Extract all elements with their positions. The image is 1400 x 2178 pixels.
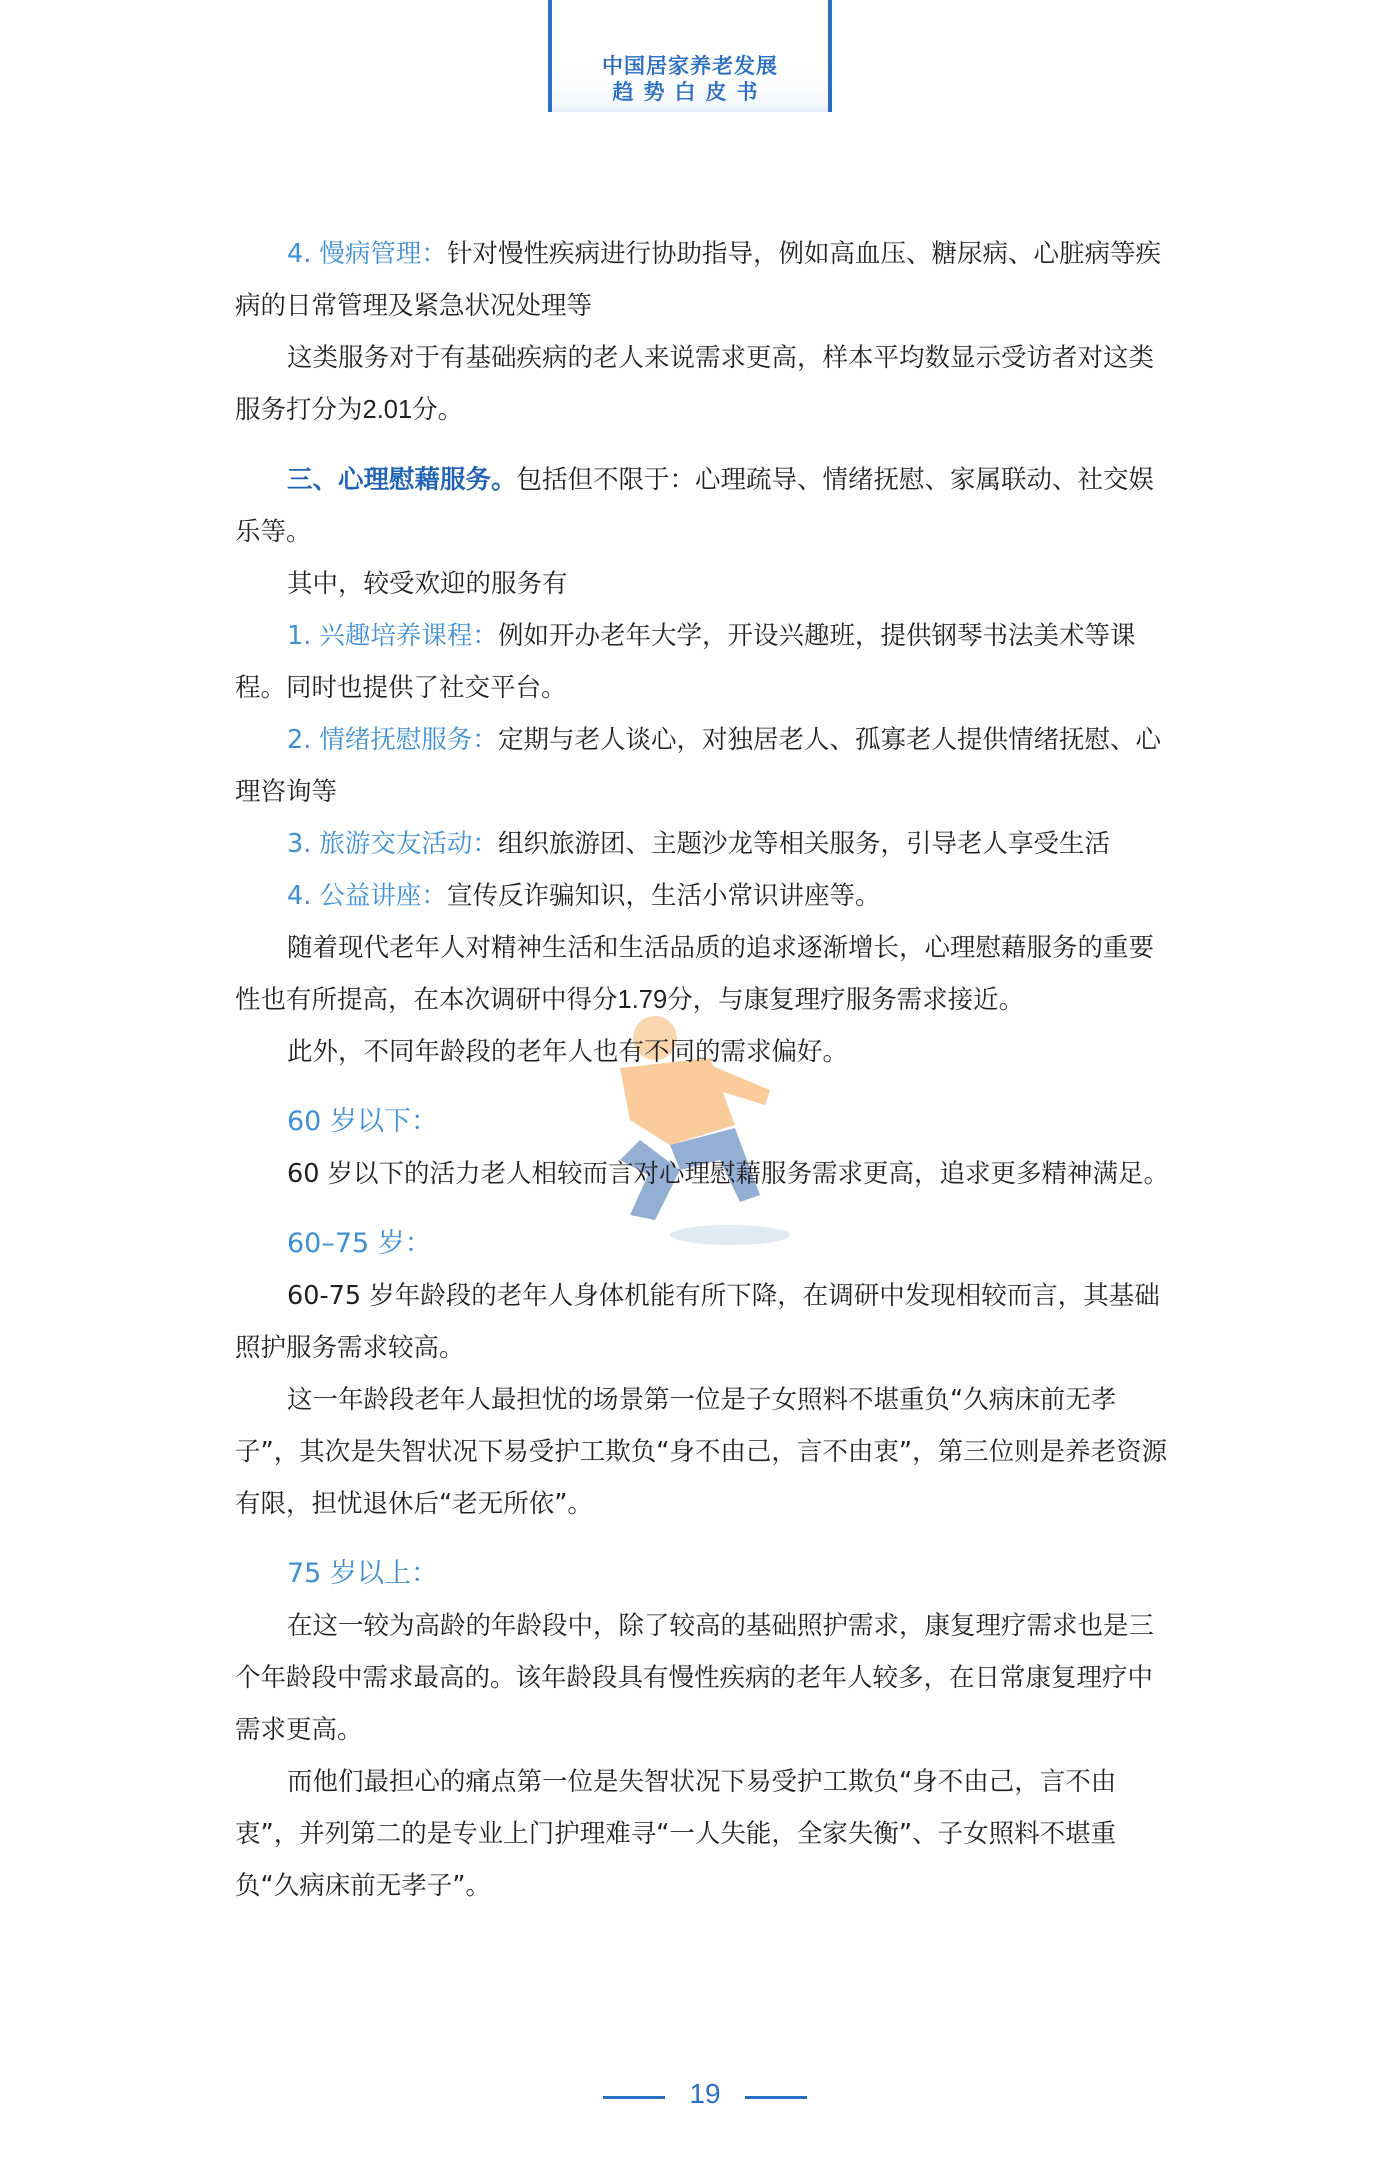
score-value: 1.79	[617, 986, 668, 1014]
page-footer	[0, 2076, 1400, 2116]
header-tab	[548, 0, 832, 112]
list-item	[235, 818, 1175, 870]
item-label: 4. 公益讲座：	[287, 881, 447, 911]
section-psychological	[235, 454, 1175, 558]
paragraph-age-intro: 此外，不同年龄段的老年人也有不同的需求偏好。	[287, 1037, 849, 1067]
item-label: 1. 兴趣培养课程：	[287, 621, 498, 651]
item-label: 2. 情绪抚慰服务：	[287, 725, 498, 755]
paragraph-popular-intro: 其中，较受欢迎的服务有	[287, 569, 568, 599]
score-value: 2.01	[362, 396, 413, 424]
list-item	[235, 870, 1175, 922]
page-number: 19	[689, 2078, 721, 2109]
paragraph-text: 分。	[412, 395, 464, 425]
item-text: 例如开办老年大学，开设兴趣班，提供钢琴书法美术等课程。同时也提供了社交平台。	[235, 621, 1136, 703]
footer-divider-left	[603, 2096, 665, 2099]
age-group-text-over-75-worries: 而他们最担心的痛点第一位是失智状况下易受护工欺负“身不由己，言不由衷”，并列第二的是专业上门护理难寻“一人失能，全家失衡”、子女照料不堪重负“久病床前无孝子”。	[235, 1767, 1117, 1901]
age-group-text-60-75-worries: 这一年龄段老年人最担忧的场景第一位是子女照料不堪重负“久病床前无孝子”，其次是失智状况下易受护工欺负“身不由己，言不由衷”，第三位则是养老资源有限，担忧退休后“老无所依”。	[235, 1385, 1168, 1519]
item-text: 宣传反诈骗知识，生活小常识讲座等。	[446, 881, 881, 911]
paragraph-chronic-score	[235, 332, 1175, 436]
section-heading: 三、心理慰藉服务。	[287, 465, 517, 495]
paragraph-text: 这类服务对于有基础疾病的老人来说需求更高，样本平均数显示受访者对这类服务打分为	[235, 343, 1155, 425]
age-group-heading-60-75: 60–75 岁：	[287, 1228, 432, 1259]
age-group-heading-over-75: 75 岁以上：	[287, 1558, 438, 1589]
list-item	[235, 610, 1175, 714]
section-text: 包括但不限于：心理疏导、情绪抚慰、家属联动、社交娱乐等。	[235, 465, 1155, 547]
age-group-heading-under-60: 60 岁以下：	[287, 1106, 438, 1137]
list-item	[235, 714, 1175, 818]
age-group-text-60-75: 60-75 岁年龄段的老年人身体机能有所下降，在调研中发现相较而言，其基础照护服务需求较高。	[235, 1281, 1160, 1363]
item-label: 4. 慢病管理：	[287, 239, 447, 269]
main-content	[235, 228, 1175, 1912]
item-label: 3. 旅游交友活动：	[287, 829, 498, 859]
item-text: 针对慢性疾病进行协助指导，例如高血压、糖尿病、心脏病等疾病的日常管理及紧急状况处理等	[235, 239, 1161, 321]
footer-divider-right	[745, 2096, 807, 2099]
paragraph-psych-score	[235, 922, 1175, 1026]
paragraph-text: 随着现代老年人对精神生活和生活品质的追求逐渐增长，心理慰藉服务的重要性也有所提高，在本次调研中得分	[235, 933, 1155, 1015]
header-title-line1: 中国居家养老发展	[602, 54, 778, 78]
paragraph-text: 分，与康复理疗服务需求接近。	[667, 985, 1025, 1015]
paragraph-chronic-management	[235, 228, 1175, 332]
age-group-text-under-60: 60 岁以下的活力老人相较而言对心理慰藉服务需求更高，追求更多精神满足。	[287, 1159, 1170, 1189]
age-group-text-over-75: 在这一较为高龄的年龄段中，除了较高的基础照护需求，康复理疗需求也是三个年龄段中需求最高的。该年龄段具有慢性疾病的老年人较多，在日常康复理疗中需求更高。	[235, 1611, 1155, 1745]
item-text: 组织旅游团、主题沙龙等相关服务，引导老人享受生活	[497, 829, 1110, 859]
header-title-line2: 趋势白皮书	[612, 80, 768, 104]
item-text: 定期与老人谈心，对独居老人、孤寡老人提供情绪抚慰、心理咨询等	[235, 725, 1161, 807]
